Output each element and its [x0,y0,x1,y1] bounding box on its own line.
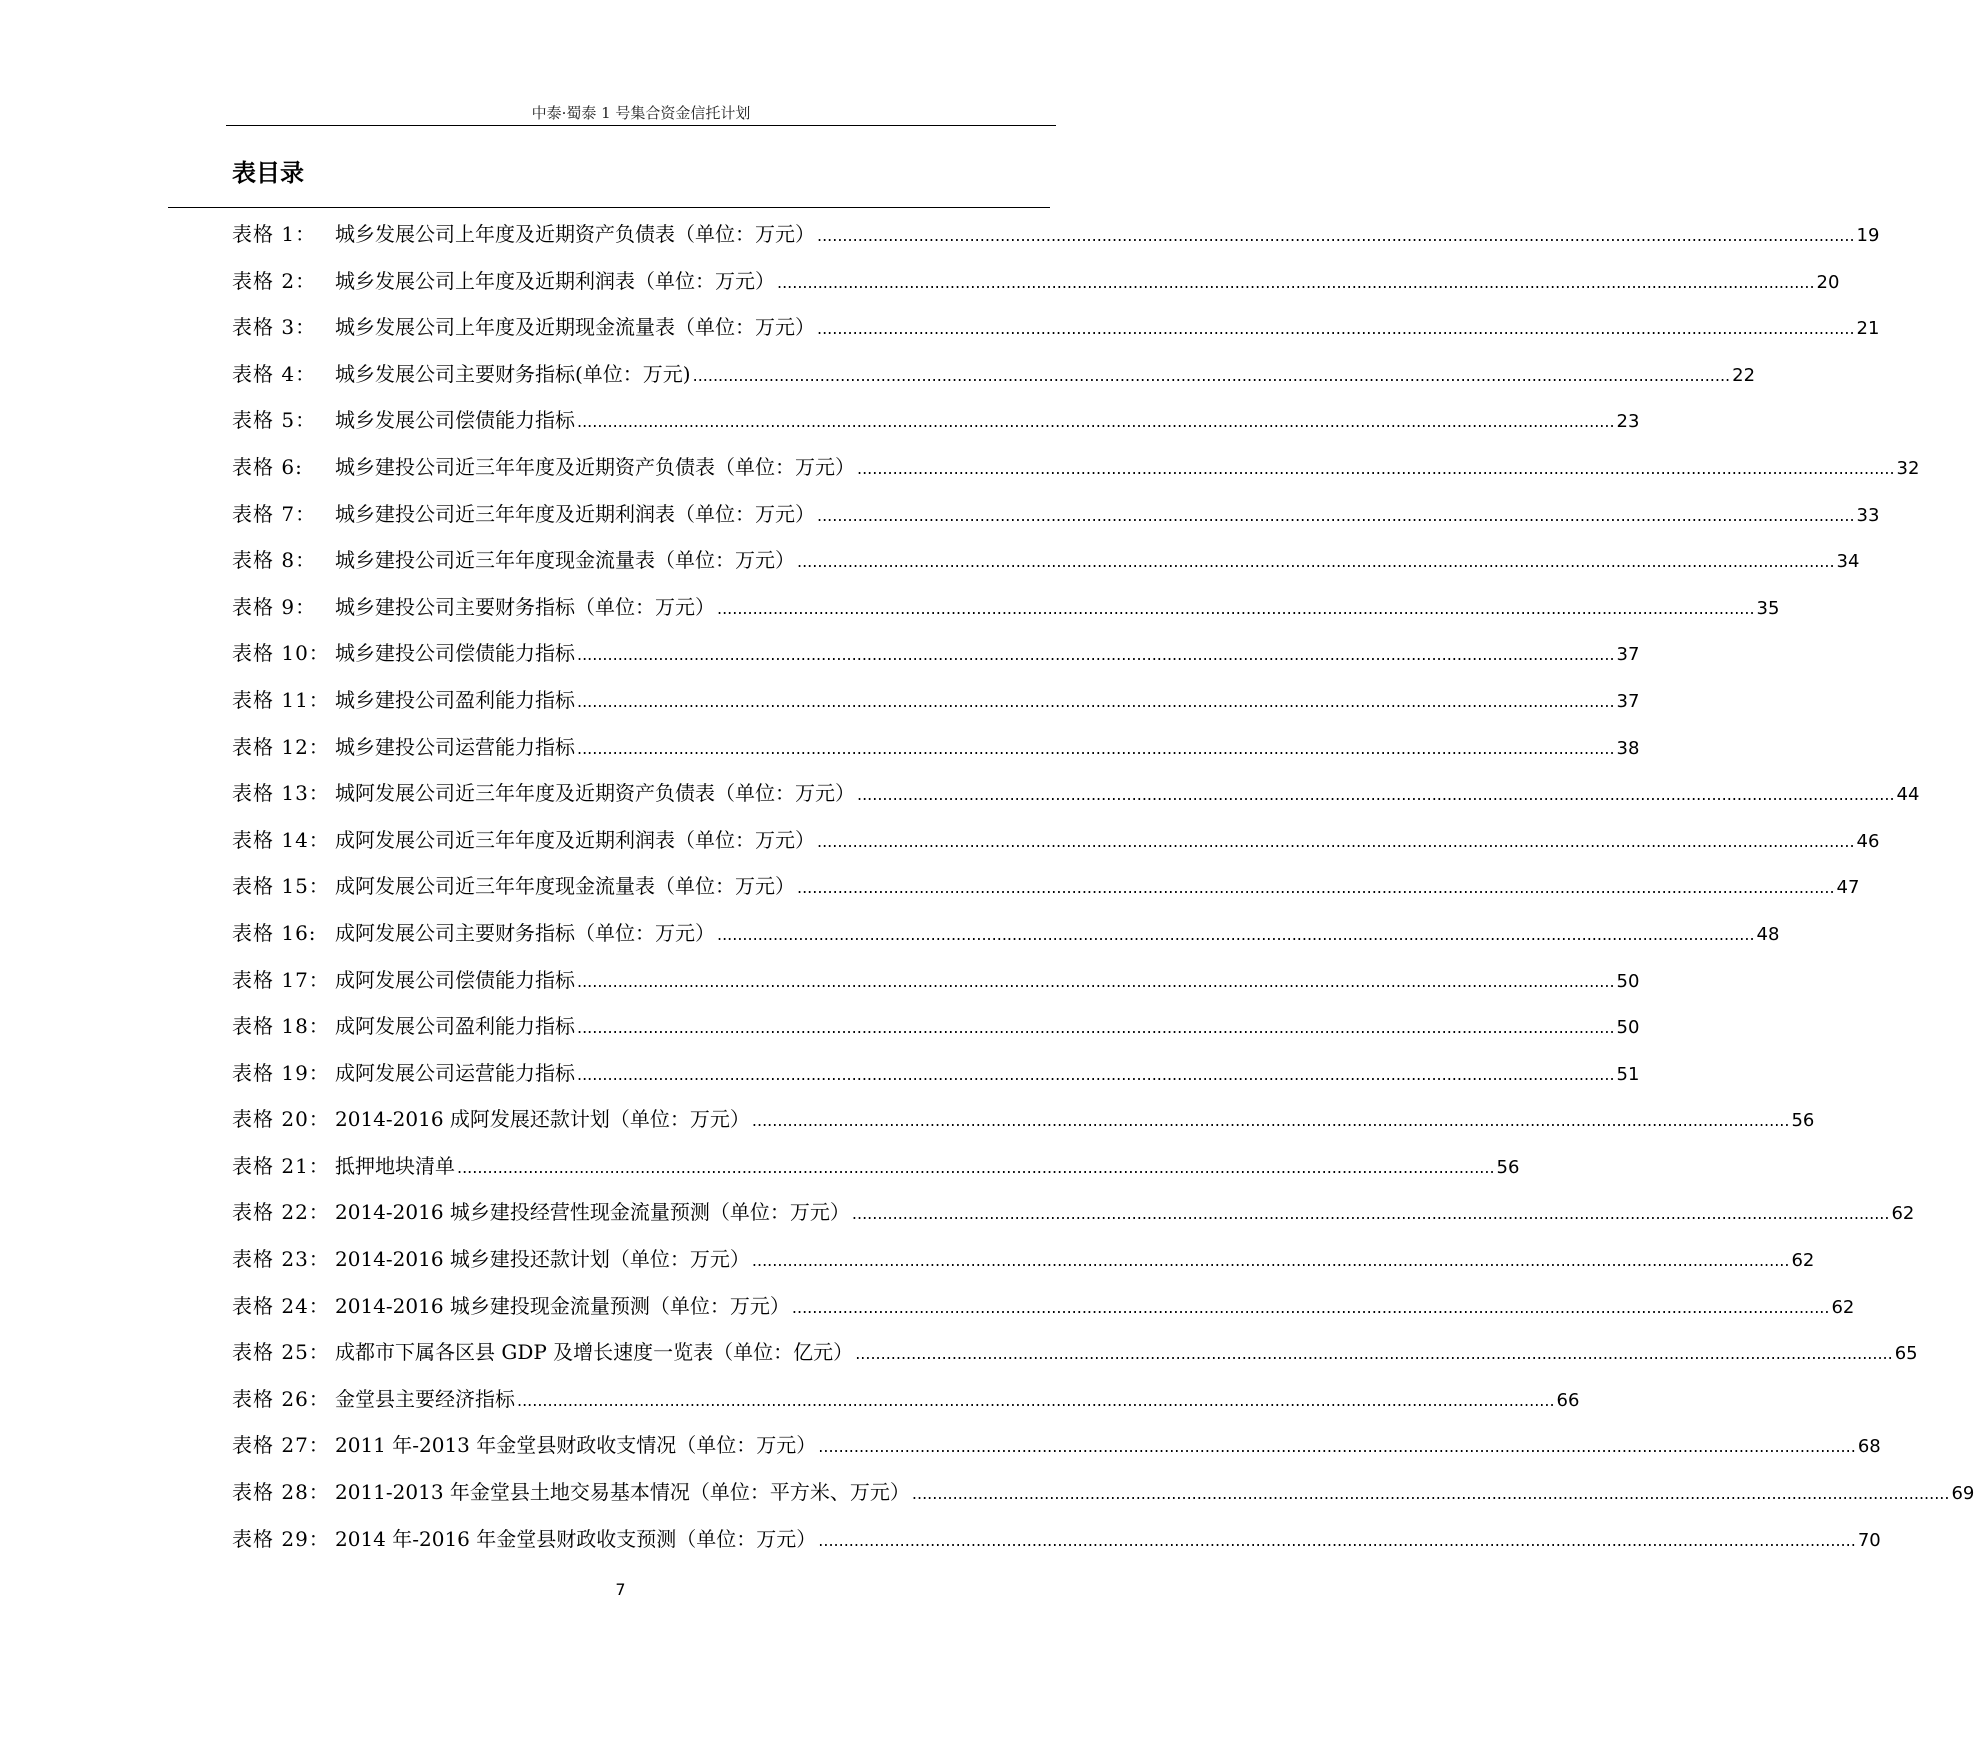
toc-entry[interactable] [232,630,1640,677]
dot-leader [857,772,1895,819]
toc-entry[interactable] [232,724,1640,771]
toc-entry-title: 成阿发展公司运营能力指标 [335,1060,575,1085]
dot-leader [457,1145,1495,1192]
toc-entry-label: 表格 26： [232,1386,330,1411]
toc-entry-title: 城乡发展公司上年度及近期资产负债表（单位：万元） [335,222,815,246]
toc-entry-page: 37 [1616,644,1640,666]
toc-entry-label: 表格 14： [232,827,330,852]
running-header: 中泰·蜀泰 1 号集合资金信托计划 [531,104,751,122]
toc-entry-title: 城乡建投公司偿债能力指标 [335,641,575,666]
toc-entry-title: 成阿发展公司主要财务指标（单位：万元） [335,920,715,945]
toc-entry-label: 表格 9： [232,594,317,619]
toc-entry-page: 50 [1616,970,1640,992]
toc-entry-label: 表格 24： [232,1293,330,1318]
toc-entry-label: 表格 12： [232,734,330,759]
dot-leader [517,1378,1555,1425]
toc-entry[interactable] [232,817,1880,864]
toc-entry-title: 城乡建投公司运营能力指标 [335,734,575,759]
toc-entry[interactable] [232,397,1640,444]
dot-leader [717,586,1755,633]
dot-leader [752,1098,1790,1145]
toc-entry-title: 成阿发展公司近三年年度现金流量表（单位：万元） [335,874,795,899]
toc-title: 表目录 [232,159,304,187]
dot-leader [577,632,1615,679]
toc-entry-page: 62 [1891,1203,1915,1225]
toc-entry[interactable] [232,910,1780,957]
toc-entry-page: 47 [1836,877,1860,899]
dot-leader [912,1471,1950,1518]
toc-entry-title: 2011 年-2013 年金堂县财政收支情况（单位：万元） [335,1433,817,1458]
toc-entry[interactable] [232,677,1640,724]
toc-entry-label: 表格 7： [232,501,317,526]
toc-entry-label: 表格 2： [232,268,317,293]
toc-entry-label: 表格 20： [232,1107,330,1132]
toc-entry[interactable] [232,1469,1974,1516]
dot-leader [577,1005,1615,1052]
toc-entry-page: 62 [1791,1250,1815,1272]
dot-leader [693,353,1731,400]
dot-leader [817,213,1855,260]
toc-entry-label: 表格 8： [232,548,317,573]
toc-entry-page: 48 [1756,923,1780,945]
toc-entry-label: 表格 4： [232,361,317,386]
toc-entry-label: 表格 22： [232,1200,330,1225]
dot-leader [577,1052,1615,1099]
dot-leader [577,726,1615,773]
toc-entry-title: 2014-2016 城乡建投经营性现金流量预测（单位：万元） [335,1200,850,1225]
toc-entry[interactable] [232,211,1880,258]
toc-entry-page: 56 [1496,1156,1520,1178]
toc-entry[interactable] [232,1003,1640,1050]
toc-entry-page: 70 [1857,1529,1881,1551]
toc-entry-title: 2014-2016 城乡建投还款计划（单位：万元） [335,1247,750,1272]
dot-leader [857,446,1895,493]
toc-entry[interactable] [232,584,1780,631]
toc-entry-label: 表格 23： [232,1247,330,1272]
toc-entry-page: 62 [1831,1296,1855,1318]
toc-entry-title: 城乡建投公司近三年年度及近期利润表（单位：万元） [335,501,815,526]
toc-entry[interactable] [232,957,1640,1004]
toc-entry-title: 城乡发展公司上年度及近期现金流量表（单位：万元） [335,315,815,340]
dot-leader [855,1331,1893,1378]
title-rule [168,207,1050,208]
dot-leader [818,1518,1856,1565]
dot-leader [818,1424,1856,1471]
toc-list [232,211,1974,1562]
toc-entry-label: 表格 21： [232,1153,330,1178]
toc-entry[interactable] [232,351,1756,398]
dot-leader [577,959,1615,1006]
toc-entry-title: 2014 年-2016 年金堂县财政收支预测（单位：万元） [335,1526,817,1551]
toc-entry[interactable] [232,537,1860,584]
toc-entry-title: 成阿发展公司偿债能力指标 [335,967,575,992]
toc-entry-page: 66 [1556,1389,1580,1411]
dot-leader [577,399,1615,446]
toc-entry-label: 表格 27： [232,1433,330,1458]
toc-entry[interactable] [232,1143,1520,1190]
toc-entry-label: 表格 5： [232,408,317,433]
toc-entry-title: 城乡发展公司偿债能力指标 [335,408,575,433]
toc-entry[interactable] [232,863,1860,910]
toc-entry-title: 城乡发展公司上年度及近期利润表（单位：万元） [335,268,775,293]
toc-entry-page: 46 [1856,830,1880,852]
dot-leader [797,539,1835,586]
toc-entry-page: 35 [1756,597,1780,619]
toc-entry-label: 表格 16: [232,920,317,945]
toc-entry-page: 22 [1732,364,1756,386]
toc-entry-page: 23 [1616,411,1640,433]
toc-entry[interactable] [232,258,1840,305]
toc-entry-title: 城阿发展公司近三年年度及近期资产负债表（单位：万元） [335,781,855,806]
toc-entry-page: 51 [1616,1063,1640,1085]
toc-entry[interactable] [232,491,1880,538]
toc-entry-title: 成都市下属各区县 GDP 及增长速度一览表（单位：亿元） [335,1340,854,1365]
toc-entry-label: 表格 13： [232,781,330,806]
toc-entry-title: 金堂县主要经济指标 [335,1386,515,1411]
toc-entry-page: 32 [1896,457,1920,479]
toc-entry-label: 表格 1： [232,222,317,246]
toc-entry-label: 表格 17： [232,967,330,992]
toc-entry-page: 44 [1896,784,1920,806]
header-rule [226,125,1056,126]
toc-entry-page: 37 [1616,690,1640,712]
toc-entry[interactable] [232,1516,1881,1563]
toc-entry-label: 表格 18： [232,1014,330,1039]
toc-entry-title: 城乡发展公司主要财务指标(单位：万元) [335,361,691,386]
toc-entry-title: 城乡建投公司盈利能力指标 [335,687,575,712]
toc-entry-label: 表格 3： [232,315,317,340]
toc-entry[interactable] [232,1329,1918,1376]
toc-entry-title: 2011-2013 年金堂县土地交易基本情况（单位：平方米、万元） [335,1480,910,1505]
toc-entry[interactable] [232,1376,1580,1423]
toc-entry-label: 表格 11： [232,687,330,712]
toc-entry[interactable] [232,1236,1815,1283]
toc-entry[interactable] [232,1096,1815,1143]
dot-leader [852,1191,1890,1238]
toc-entry-page: 21 [1856,318,1880,340]
dot-leader [817,306,1855,353]
toc-entry-title: 城乡建投公司近三年年度及近期资产负债表（单位：万元） [335,454,855,479]
toc-entry-label: 表格 6: [232,454,303,479]
dot-leader [817,819,1855,866]
toc-entry-label: 表格 28： [232,1480,330,1505]
toc-entry[interactable] [232,1189,1915,1236]
toc-entry[interactable] [232,1422,1881,1469]
toc-entry-page: 20 [1816,271,1840,293]
toc-entry-page: 56 [1791,1110,1815,1132]
toc-entry-page: 65 [1894,1343,1918,1365]
toc-entry-title: 城乡建投公司近三年年度现金流量表（单位：万元） [335,548,795,573]
toc-entry-label: 表格 25： [232,1340,330,1365]
toc-entry-label: 表格 29： [232,1526,330,1551]
toc-entry-title: 2014-2016 成阿发展还款计划（单位：万元） [335,1107,750,1132]
toc-entry-page: 33 [1856,504,1880,526]
toc-entry[interactable] [232,304,1880,351]
toc-entry-title: 成阿发展公司盈利能力指标 [335,1014,575,1039]
toc-entry-title: 成阿发展公司近三年年度及近期利润表（单位：万元） [335,827,815,852]
toc-entry-title: 抵押地块清单 [335,1153,455,1178]
toc-entry-label: 表格 15： [232,874,330,899]
dot-leader [777,260,1815,307]
dot-leader [752,1238,1790,1285]
dot-leader [717,912,1755,959]
toc-entry[interactable] [232,1050,1640,1097]
page-number: 7 [615,1580,626,1599]
dot-leader [792,1285,1830,1332]
toc-entry-page: 34 [1836,551,1860,573]
toc-entry-page: 50 [1616,1017,1640,1039]
dot-leader [797,865,1835,912]
dot-leader [577,679,1615,726]
toc-entry-label: 表格 10： [232,641,330,666]
toc-entry-title: 城乡建投公司主要财务指标（单位：万元） [335,594,715,619]
toc-entry[interactable] [232,770,1920,817]
toc-entry[interactable] [232,444,1920,491]
dot-leader [817,493,1855,540]
toc-entry-label: 表格 19： [232,1060,330,1085]
toc-entry-page: 68 [1857,1436,1881,1458]
toc-entry-title: 2014-2016 城乡建投现金流量预测（单位：万元） [335,1293,790,1318]
toc-entry-page: 19 [1856,225,1880,246]
toc-entry-page: 69 [1951,1483,1974,1505]
toc-entry[interactable] [232,1283,1855,1330]
toc-entry-page: 38 [1616,737,1640,759]
